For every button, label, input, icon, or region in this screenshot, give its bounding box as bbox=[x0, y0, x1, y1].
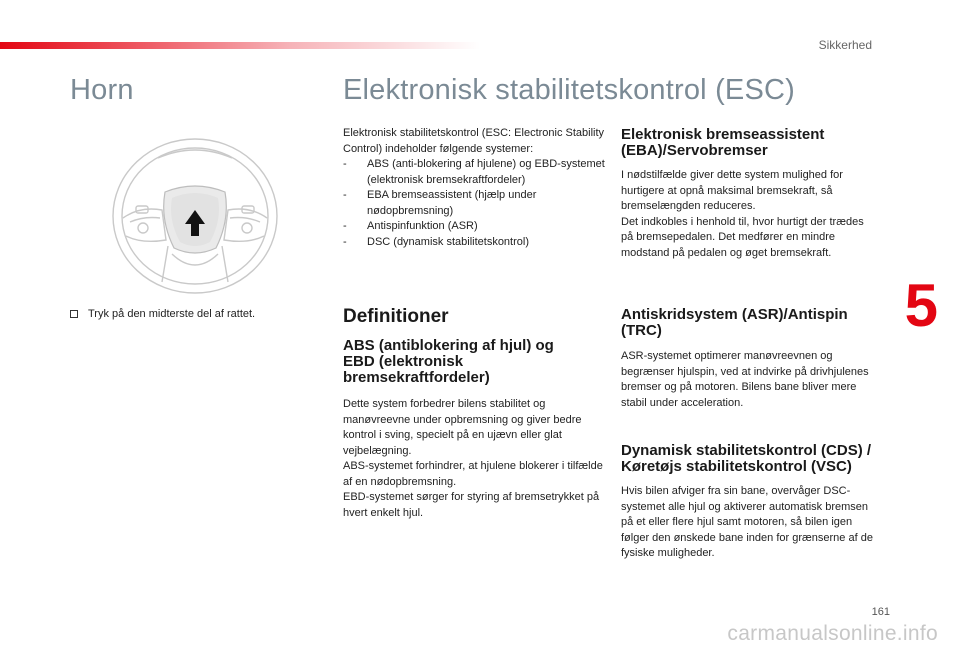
abs-heading: ABS (antiblokering af hjul) og EBD (elektronisk bremsekraftfordeler) bbox=[343, 337, 554, 386]
abs-paragraph-1: Dette system forbedrer bilens stabilitet og manøvreevne under opbremsning og giver bedre kontrol i sving, specielt på en ujævn eller glat vejbelægning. bbox=[343, 398, 582, 457]
definitions-title: Definitioner bbox=[343, 306, 449, 327]
page-number: 161 bbox=[871, 606, 890, 618]
list-item: - EBA bremseassistent (hjælp under nødopbremsning) bbox=[343, 188, 605, 219]
watermark: carmanualsonline.info bbox=[727, 622, 938, 645]
eba-heading: Elektronisk bremseassistent (EBA)/Servobremser bbox=[621, 126, 825, 159]
abs-paragraph-3: EBD-systemet sørger for styring af bremsetrykket på hvert enkelt hjul. bbox=[343, 491, 600, 519]
checkbox-bullet-icon bbox=[70, 310, 78, 318]
esc-title: Elektronisk stabilitetskontrol (ESC) bbox=[343, 74, 796, 106]
dsc-block bbox=[621, 443, 876, 562]
list-item: - Antispinfunktion (ASR) bbox=[343, 219, 605, 235]
definitions-block bbox=[343, 306, 605, 521]
chapter-number: 5 bbox=[904, 272, 938, 339]
esc-intro: Elektronisk stabilitetskontrol (ESC: Electronic Stability Control) indeholder følgende systemer: bbox=[343, 127, 605, 155]
abs-paragraph-2: ABS-systemet forhindrer, at hjulene blokerer i tilfælde af en nødopbremsning. bbox=[343, 460, 603, 488]
horn-instruction bbox=[70, 307, 320, 322]
esc-intro-block bbox=[343, 126, 605, 250]
section-label: Sikkerhed bbox=[818, 38, 872, 52]
list-item: - DSC (dynamisk stabilitetskontrol) bbox=[343, 235, 605, 251]
eba-paragraph-1: I nødstilfælde giver dette system mulighed for hurtigere at opnå maksimal bremsekraft, så bremselængden reduceres. bbox=[621, 169, 843, 212]
horn-instruction-text: Tryk på den midterste del af rattet. bbox=[88, 308, 256, 320]
dsc-heading: Dynamisk stabilitetskontrol (CDS) / Køretøjs stabilitetskontrol (VSC) bbox=[621, 442, 872, 475]
dsc-paragraph: Hvis bilen afviger fra sin bane, overvåger DSC-systemet alle hjul og aktiverer automatisk bremsen på et eller flere hjul samt motoren, så bilen igen følger den ønskede bane inden for grænserne af de fysiske muligheder. bbox=[621, 485, 873, 559]
steering-wheel-illustration bbox=[110, 136, 280, 296]
esc-system-list bbox=[343, 157, 605, 250]
header-accent-bar bbox=[0, 42, 480, 49]
asr-heading: Antiskridsystem (ASR)/Antispin (TRC) bbox=[621, 306, 848, 339]
asr-block bbox=[621, 307, 871, 411]
list-item: - ABS (anti-blokering af hjulene) og EBD-systemet (elektronisk bremsekraftfordeler) bbox=[343, 157, 605, 188]
horn-title: Horn bbox=[70, 74, 134, 106]
eba-paragraph-2: Det indkobles i henhold til, hvor hurtigt der trædes på bremsepedalen. Det medfører en mindre modstand på pedalen og øget bremsekraft. bbox=[621, 215, 864, 259]
asr-paragraph: ASR-systemet optimerer manøvreevnen og begrænser hjulspin, ved at indvirke på drivhjulenes bremser og på motoren. Bilens bane bliver mere stabil under acceleration. bbox=[621, 350, 869, 409]
eba-block bbox=[621, 127, 871, 261]
